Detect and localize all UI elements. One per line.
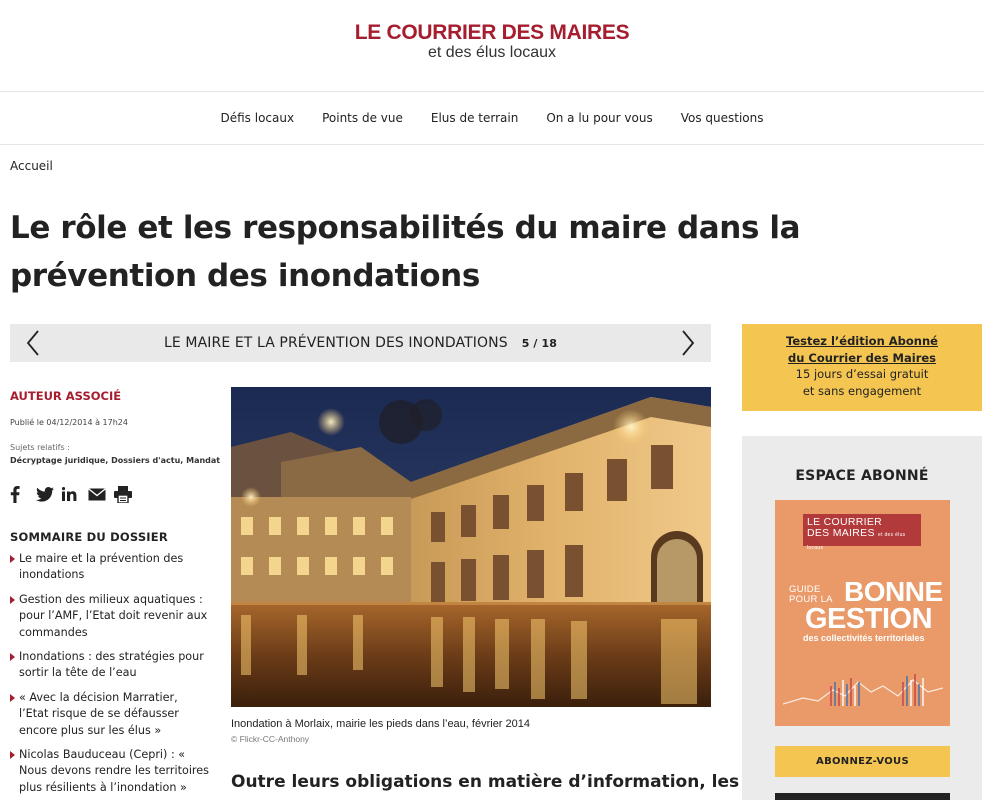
- trial-text-line1: 15 jours d’essai gratuit: [795, 367, 929, 381]
- nav-item-vos-questions[interactable]: Vos questions: [680, 111, 764, 125]
- dossier-navigator: [10, 324, 711, 362]
- cover-bonne: BONNE: [844, 576, 943, 607]
- print-icon[interactable]: [114, 484, 140, 504]
- photo-caption: Inondation à Morlaix, mairie les pieds dans l’eau, février 2014: [231, 718, 530, 730]
- cover-gestion: GESTION: [805, 603, 933, 635]
- nav-item-on-a-lu[interactable]: On a lu pour vous: [546, 111, 653, 125]
- cover-subtitle: des collectivités territoriales: [803, 633, 925, 643]
- main-nav: [0, 92, 984, 145]
- site-header: [0, 0, 984, 92]
- dossier-title[interactable]: LE MAIRE ET LA PRÉVENTION DES INONDATIONS: [164, 335, 508, 351]
- breadcrumb[interactable]: Accueil: [10, 159, 53, 173]
- summary-list: [10, 551, 210, 800]
- next-arrow-icon[interactable]: [671, 324, 705, 362]
- summary-item[interactable]: Nicolas Bauduceau (Cepri) : « Nous devons rendre les territoires plus résilients à l’inondation »: [10, 747, 210, 796]
- subscribe-button[interactable]: ABONNEZ-VOUS: [775, 746, 950, 777]
- summary-item[interactable]: Gestion des milieux aquatiques : pour l’AMF, l’Etat doit revenir aux commandes: [10, 592, 210, 641]
- trial-link-line2[interactable]: du Courrier des Maires: [787, 350, 937, 365]
- cover-brand-small: et des élus locaux: [807, 532, 906, 551]
- summary-item[interactable]: Le maire et la prévention des inondations: [10, 551, 210, 584]
- trial-promo: [742, 324, 982, 411]
- nav-item-points-de-vue[interactable]: Points de vue: [322, 111, 403, 125]
- trial-link-line1[interactable]: Testez l’édition Abonné: [786, 334, 938, 348]
- summary-title: SOMMAIRE DU DOSSIER: [10, 530, 168, 544]
- nav-item-defis-locaux[interactable]: Défis locaux: [220, 111, 295, 125]
- logo-subtitle: et des élus locaux: [427, 44, 557, 61]
- dossier-title-wrap: [10, 335, 711, 351]
- page-title: Le rôle et les responsabilités du maire dans la prévention des inondations: [10, 210, 801, 294]
- cover-brand-line2: DES MAIRES: [807, 527, 875, 539]
- logo-title: LE COURRIER DES MAIRES: [354, 21, 630, 44]
- facebook-icon[interactable]: [10, 484, 36, 504]
- subscriber-title: ESPACE ABONNÉ: [795, 468, 929, 484]
- secondary-button[interactable]: [775, 793, 950, 800]
- related-topics[interactable]: Décryptage juridique, Dossiers d'actu, Mandat: [10, 456, 221, 465]
- dossier-counter: 5 / 18: [521, 337, 557, 350]
- article-photo: [231, 387, 711, 707]
- share-bar: [10, 484, 140, 504]
- summary-item[interactable]: Inondations : des stratégies pour sortir la tête de l’eau: [10, 649, 210, 682]
- subscriber-area: [742, 436, 982, 800]
- cover-brand-line1: LE COURRIER: [807, 516, 883, 528]
- email-icon[interactable]: [88, 484, 114, 504]
- cover-guide-line1: GUIDE: [789, 584, 821, 595]
- trial-text-line2: et sans engagement: [802, 384, 922, 398]
- article-lead: Outre leurs obligations en matière d’information, les: [231, 772, 740, 792]
- guide-cover[interactable]: [775, 500, 950, 726]
- cover-guide: [789, 585, 833, 605]
- author-label[interactable]: AUTEUR ASSOCIÉ: [10, 389, 122, 403]
- publish-date: Publié le 04/12/2014 à 17h24: [10, 418, 128, 427]
- twitter-icon[interactable]: [36, 484, 62, 504]
- summary-item[interactable]: « Avec la décision Marratier, l’Etat risque de se défausser encore plus sur les élus »: [10, 690, 210, 739]
- cover-guide-line2: POUR LA: [789, 594, 833, 605]
- cover-illustration: [783, 668, 943, 710]
- linkedin-icon[interactable]: [62, 484, 88, 504]
- related-topics-label: Sujets relatifs :: [10, 443, 70, 452]
- photo-credit: © Flickr-CC-Anthony: [231, 734, 310, 744]
- nav-item-elus-de-terrain[interactable]: Elus de terrain: [430, 111, 519, 125]
- site-logo[interactable]: [0, 22, 984, 61]
- cover-brand: [803, 514, 921, 551]
